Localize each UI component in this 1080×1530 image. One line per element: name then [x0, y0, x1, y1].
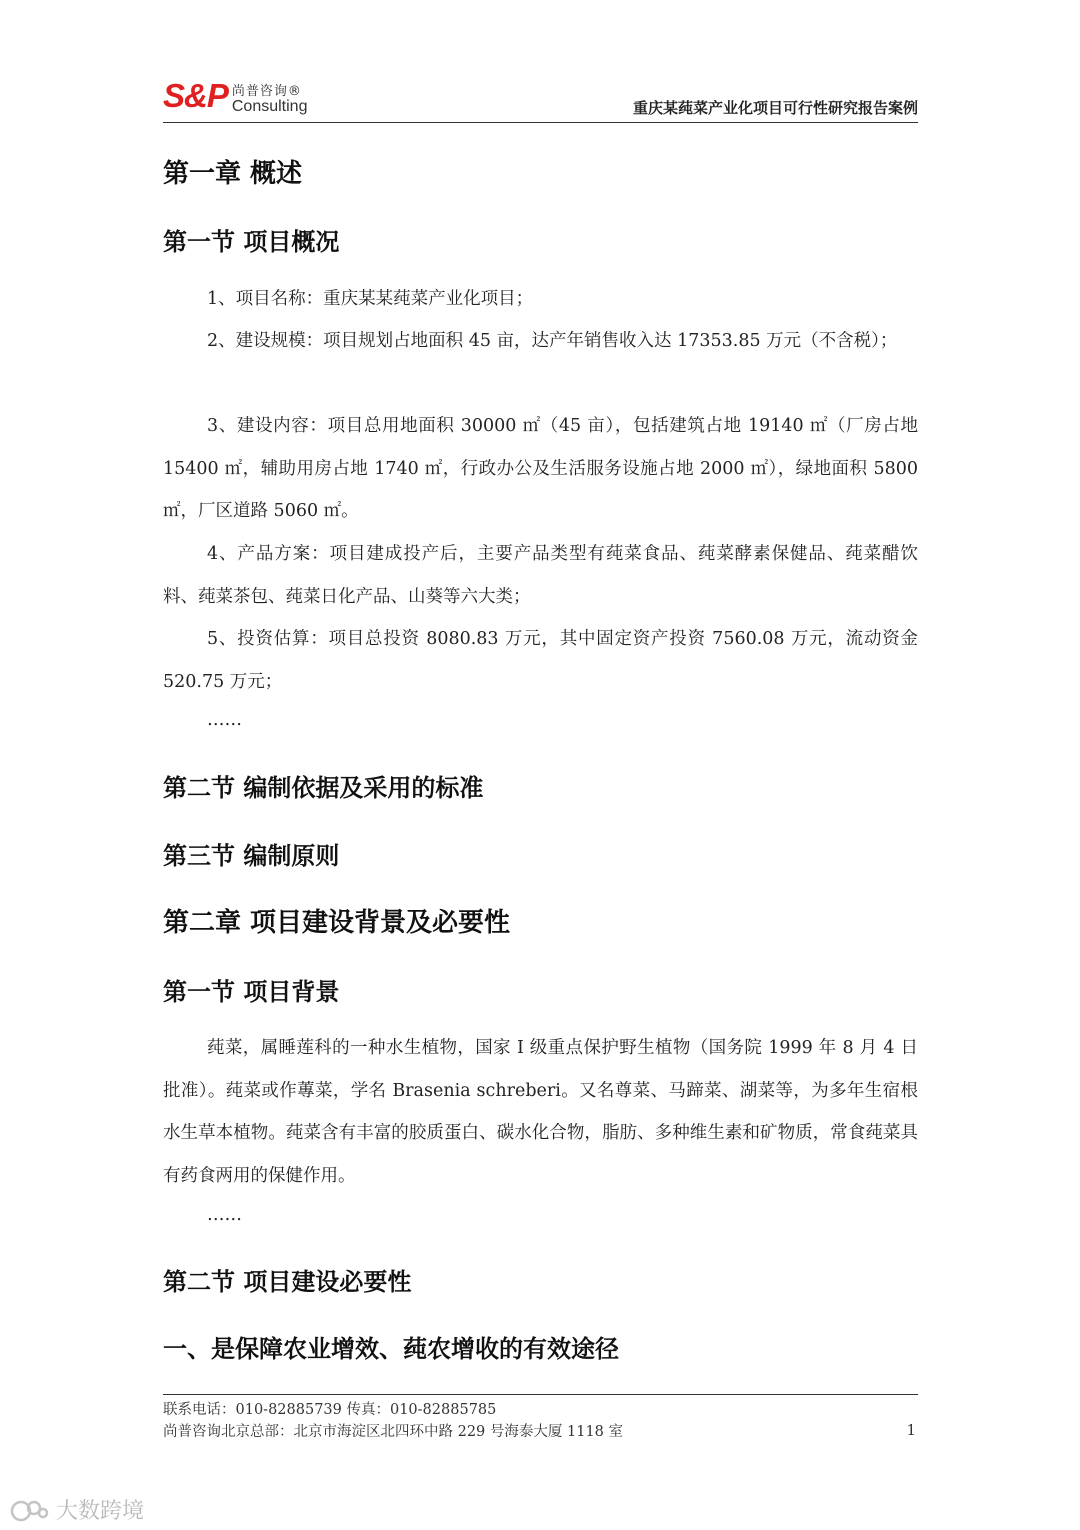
paragraph: 3、建设内容：项目总用地面积 30000 ㎡（45 亩），包括建筑占地 19140 ㎡（厂房占地 15400 ㎡，辅助用房占地 1740 ㎡，行政办公及生活服务设施占地 2000 ㎡），绿地面积 5800 ㎡，厂区道路 5060 ㎡。: [163, 416, 918, 521]
paragraph: 1、项目名称：重庆某某莼菜产业化项目；: [207, 289, 534, 309]
logo-english-name: Consulting: [231, 98, 308, 115]
page-header: [163, 78, 918, 123]
logo-mark: S&P: [163, 77, 228, 114]
logo-chinese-name: 尚普咨询®: [231, 84, 302, 99]
section-heading: 第一节 项目背景: [163, 978, 340, 1006]
watermark-logo-icon: [10, 1496, 50, 1524]
watermark-text: 大数跨境: [56, 1499, 145, 1524]
subsection-heading: 一、是保障农业增效、莼农增收的有效途径: [163, 1335, 619, 1363]
section-heading: 第三节 编制原则: [163, 842, 340, 870]
chapter-heading: 第二章 项目建设背景及必要性: [163, 908, 511, 938]
ellipsis: ……: [207, 710, 242, 730]
paragraph: 4、产品方案：项目建成投产后，主要产品类型有莼菜食品、莼菜酵素保健品、莼菜醋饮料、莼菜茶包、莼菜日化产品、山葵等六大类；: [163, 544, 918, 607]
company-address: 尚普咨询北京总部：北京市海淀区北四环中路 229 号海泰大厦 1118 室: [163, 1424, 624, 1440]
paragraph: 5、投资估算：项目总投资 8080.83 万元，其中固定资产投资 7560.08 万元，流动资金 520.75 万元；: [163, 629, 918, 692]
paragraph: 2、建设规模：项目规划占地面积 45 亩，达产年销售收入达 17353.85 万元（不含税）；: [207, 331, 898, 351]
section-heading: 第二节 项目建设必要性: [163, 1268, 412, 1296]
chapter-heading: 第一章 概述: [163, 159, 303, 189]
watermark: [10, 1494, 144, 1525]
section-heading: 第一节 项目概况: [163, 228, 340, 256]
section-heading: 第二节 编制依据及采用的标准: [163, 774, 484, 802]
ellipsis: ……: [207, 1205, 242, 1225]
company-logo: [163, 78, 307, 114]
contact-info: 联系电话：010-82885739 传真：010-82885785: [163, 1402, 497, 1418]
paragraph: 莼菜，属睡莲科的一种水生植物，国家 I 级重点保护野生植物（国务院 1999 年 8 月 4 日批准）。莼菜或作蓴菜，学名 Brasenia schreberi。又名尊菜、马蹄菜、湖菜等，为多年生宿根水生草本植物。莼菜含有丰富的胶质蛋白、碳水化合物，脂肪、多种维生素和矿物质，常食莼菜具有药食两用的保健作用。: [163, 1038, 918, 1186]
page-number: 1: [906, 1421, 916, 1439]
document-title: 重庆某莼菜产业化项目可行性研究报告案例: [632, 99, 918, 117]
page-footer: [163, 1394, 918, 1443]
